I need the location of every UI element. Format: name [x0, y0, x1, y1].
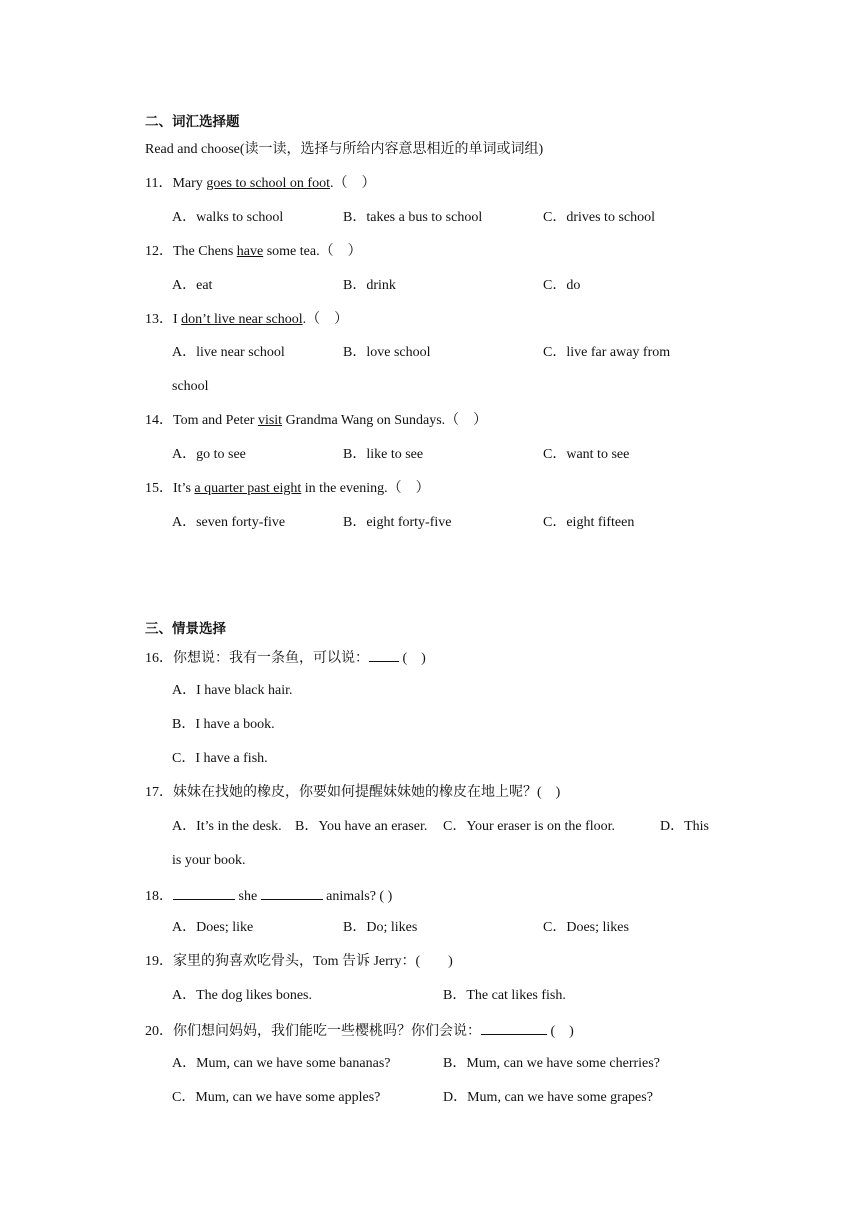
answer-paren: ( ) [399, 651, 426, 666]
answer-blank [369, 648, 399, 662]
question-text: 家里的狗喜欢吃骨头，Tom 告诉 Jerry：( ) [173, 954, 453, 969]
question-number: 19． [145, 954, 173, 969]
underlined-phrase: don’t live near school [181, 312, 303, 327]
option-b: B．Mum, can we have some cherries? [443, 1056, 660, 1071]
option-c: C．Mum, can we have some apples? [172, 1090, 381, 1105]
option-d: D．Mum, can we have some grapes? [443, 1090, 653, 1105]
option-c: C．Does; likes [543, 920, 629, 935]
option-b: B．I have a book. [172, 717, 275, 732]
answer-paren: （ ） [387, 481, 430, 496]
question-15 [145, 480, 430, 498]
option-d: D．This [660, 819, 709, 834]
question-text: some tea. [263, 244, 320, 259]
question-number: 13． [145, 312, 173, 327]
question-18 [145, 886, 392, 906]
option-a: A．walks to school [172, 210, 284, 225]
option-c: C．want to see [543, 447, 630, 462]
underlined-phrase: a quarter past eight [194, 481, 302, 496]
option-c: C．do [543, 278, 581, 293]
question-20 [145, 1021, 574, 1041]
answer-blank [261, 886, 323, 900]
option-b: B．drink [343, 278, 396, 293]
answer-blank [481, 1021, 547, 1035]
question-11 [145, 175, 375, 193]
answer-paren: ( ) [547, 1024, 574, 1039]
question-12 [145, 243, 362, 261]
question-text: The Chens [173, 244, 237, 259]
option-b: B．You have an eraser. [295, 819, 428, 834]
question-number: 15． [145, 481, 173, 496]
answer-paren: （ ） [319, 244, 362, 259]
question-number: 11． [145, 176, 173, 191]
option-b: B．Do; likes [343, 920, 418, 935]
option-a: A．The dog likes bones. [172, 988, 312, 1003]
option-a: A．Mum, can we have some bananas? [172, 1056, 391, 1071]
question-number: 18． [145, 889, 173, 904]
question-number: 14． [145, 413, 173, 428]
question-text: . [329, 176, 334, 191]
option-c: C．I have a fish. [172, 751, 268, 766]
option-c: C．eight fifteen [543, 515, 635, 530]
question-text: I [173, 312, 182, 327]
question-text: Grandma Wang on Sundays. [282, 413, 446, 428]
underlined-phrase: goes to school on foot [206, 176, 330, 191]
option-a: A．live near school [172, 345, 285, 360]
question-text: . [302, 312, 307, 327]
answer-blank [173, 886, 235, 900]
option-a: A．go to see [172, 447, 246, 462]
option-a: A．It’s in the desk. [172, 819, 282, 834]
question-19 [145, 953, 453, 971]
question-13 [145, 311, 348, 329]
answer-paren: （ ） [333, 176, 376, 191]
instruction-text: Read and choose(读一读，选择与所给内容意思相近的单词或词组) [145, 142, 544, 157]
answer-paren: （ ） [306, 312, 349, 327]
option-b: B．eight forty-five [343, 515, 452, 530]
question-number: 20． [145, 1024, 173, 1039]
option-a: A．seven forty-five [172, 515, 286, 530]
question-text: in the evening. [301, 481, 388, 496]
option-a: A．eat [172, 278, 213, 293]
option-b: B．takes a bus to school [343, 210, 483, 225]
underlined-phrase: have [236, 244, 264, 259]
answer-paren: （ ） [445, 413, 488, 428]
section-heading-situational: 三、情景选择 [145, 621, 226, 637]
option-c: C．Your eraser is on the floor. [443, 819, 616, 834]
question-text: 你想说：我有一条鱼，可以说： [173, 651, 369, 666]
question-text: Tom and Peter [173, 413, 258, 428]
question-text: Mary [172, 176, 207, 191]
option-c: C．drives to school [543, 210, 655, 225]
question-17 [145, 784, 560, 802]
question-text: she [235, 889, 261, 904]
option-a: A．Does; like [172, 920, 254, 935]
question-text: 妹妹在找她的橡皮，你要如何提醒妹妹她的橡皮在地上呢？( ) [173, 785, 561, 800]
question-14 [145, 412, 487, 430]
option-d-wrap: is your book. [172, 853, 246, 868]
question-number: 16． [145, 651, 173, 666]
section-heading-vocab: 二、词汇选择题 [145, 114, 240, 130]
option-b: B．like to see [343, 447, 424, 462]
question-text: animals? ( ) [322, 889, 393, 904]
question-16 [145, 648, 426, 668]
option-c: C．live far away from [543, 345, 671, 360]
underlined-phrase: visit [257, 413, 283, 428]
option-a: A．I have black hair. [172, 683, 293, 698]
question-text: It’s [173, 481, 195, 496]
option-b: B．The cat likes fish. [443, 988, 566, 1003]
question-number: 12． [145, 244, 173, 259]
option-c-wrap: school [172, 379, 209, 394]
question-text: 你们想问妈妈，我们能吃一些樱桃吗？你们会说： [173, 1024, 481, 1039]
option-b: B．love school [343, 345, 431, 360]
question-number: 17． [145, 785, 173, 800]
